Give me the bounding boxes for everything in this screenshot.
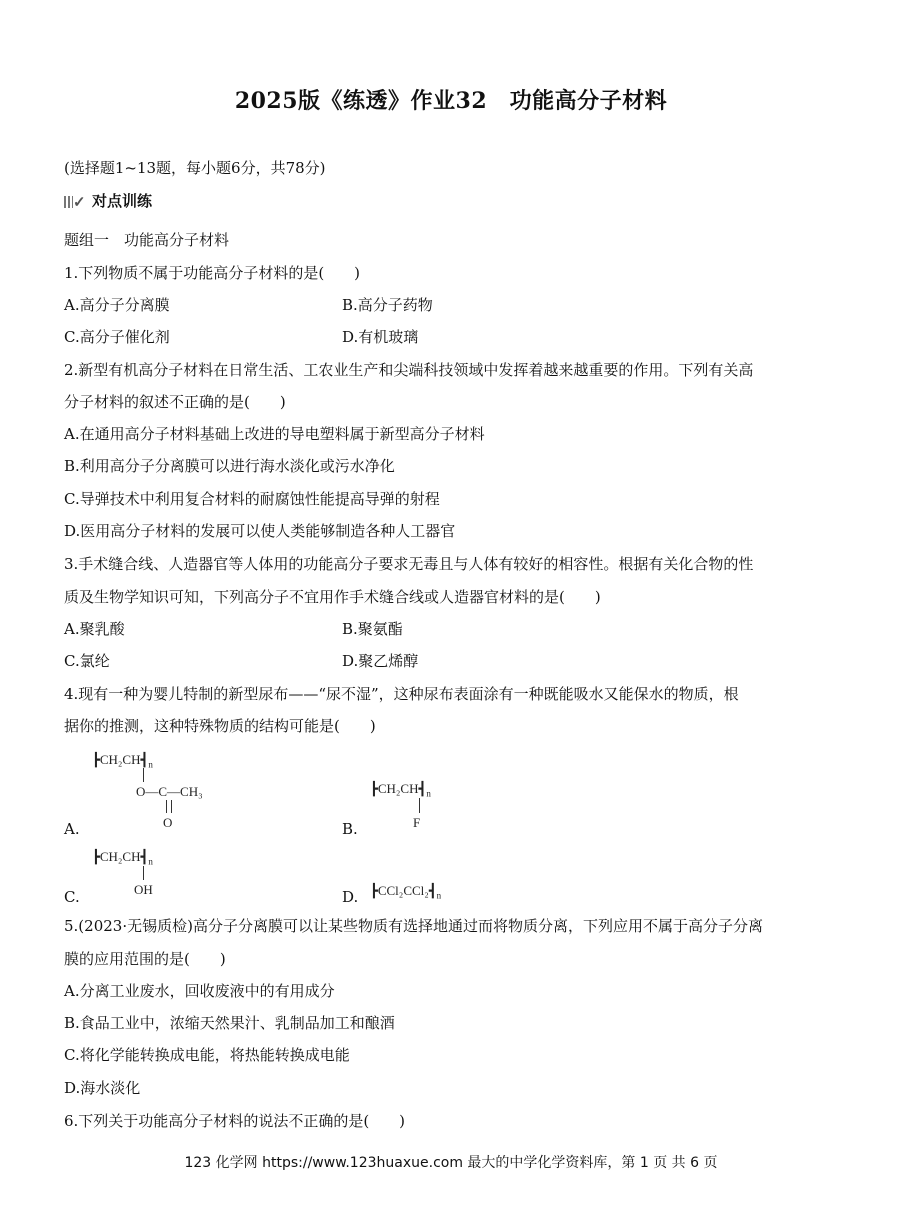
q3-option-b: B.聚氨酯 (342, 620, 403, 638)
intro-note: (选择题1~13题，每小题6分，共78分) (64, 159, 326, 177)
q1-option-a: A.高分子分离膜 (64, 296, 170, 314)
question-3-stem-line2: 质及生物学知识可知，下列高分子不宜用作手术缝合线或人造器官材料的是( ) (64, 588, 601, 606)
question-2-stem-line2: 分子材料的叙述不正确的是( ) (64, 393, 286, 411)
question-2-stem-line1: 2.新型有机高分子材料在日常生活、工农业生产和尖端科技领域中发挥着越来越重要的作用。下列有关高 (64, 361, 754, 379)
question-5-stem-line1: 5.(2023·无锡质检)高分子分离膜可以让某些物质有选择地通过而将物质分离，下列应用不属于高分子分离 (64, 917, 763, 935)
q2-option-c: C.导弹技术中利用复合材料的耐腐蚀性能提高导弹的射程 (64, 490, 440, 508)
structure-b-chain: $┣CH_2CH┫_n$ (370, 781, 431, 799)
check-list-icon: ✓ (64, 193, 86, 209)
question-3-stem-line1: 3.手术缝合线、人造器官等人体用的功能高分子要求无毒且与人体有较好的相容性。根据有关化合物的性 (64, 555, 754, 573)
question-4-stem-line2: 据你的推测，这种特殊物质的结构可能是( ) (64, 717, 376, 735)
q5-option-d: D.海水淡化 (64, 1079, 141, 1097)
question-4-stem-line1: 4.现有一种为婴儿特制的新型尿布——“尿不湿”，这种尿布表面涂有一种既能吸水又能保水的物质，根 (64, 685, 739, 703)
section-label: 对点训练 (92, 192, 153, 210)
q1-option-c: C.高分子催化剂 (64, 328, 170, 346)
q2-option-d: D.医用高分子材料的发展可以使人类能够制造各种人工器官 (64, 522, 456, 540)
page-footer: 123 化学网 https://www.123huaxue.com 最大的中学化学资料库，第 1 页 共 6 页 (184, 1155, 718, 1171)
q2-option-a: A.在通用高分子材料基础上改进的导电塑料属于新型高分子材料 (64, 425, 485, 443)
question-1-stem: 1.下列物质不属于功能高分子材料的是( ) (64, 264, 361, 282)
question-5-stem-line2: 膜的应用范围的是( ) (64, 950, 226, 968)
section-header (64, 190, 152, 211)
group-heading: 题组一 功能高分子材料 (64, 231, 230, 249)
q4-option-a: A. (64, 820, 80, 838)
q4-option-d: D. (342, 888, 359, 906)
structure-a-carbonyl-o: O (163, 815, 173, 830)
q5-option-b: B.食品工业中，浓缩天然果汁、乳制品加工和酿酒 (64, 1014, 395, 1032)
question-6-stem: 6.下列关于功能高分子材料的说法不正确的是( ) (64, 1112, 406, 1130)
structure-c-hydroxyl: OH (134, 882, 153, 897)
structure-a-ester-group: O—C—CH₃ (136, 784, 203, 799)
q5-option-a: A.分离工业废水，回收废液中的有用成分 (64, 982, 335, 1000)
q1-option-d: D.有机玻璃 (342, 328, 419, 346)
q4-option-c: C. (64, 888, 80, 906)
structure-d-chain: $┣CCl_2CCl_2┫_n$ (370, 883, 442, 901)
q1-option-b: B.高分子药物 (342, 296, 433, 314)
page-title: 2025版《练透》作业32 功能高分子材料 (234, 88, 668, 114)
q4-option-b: B. (342, 820, 358, 838)
structure-b-fluorine: F (413, 815, 421, 830)
structure-c-chain: $┣CH_2CH┫_n$ (92, 849, 153, 867)
q3-option-c: C.氯纶 (64, 652, 110, 670)
q5-option-c: C.将化学能转换成电能，将热能转换成电能 (64, 1046, 350, 1064)
q3-option-a: A.聚乳酸 (64, 620, 125, 638)
q3-option-d: D.聚乙烯醇 (342, 652, 419, 670)
q2-option-b: B.利用高分子分离膜可以进行海水淡化或污水净化 (64, 457, 395, 475)
structure-a-chain: $┣CH_2CH┫_n$ (92, 752, 153, 770)
